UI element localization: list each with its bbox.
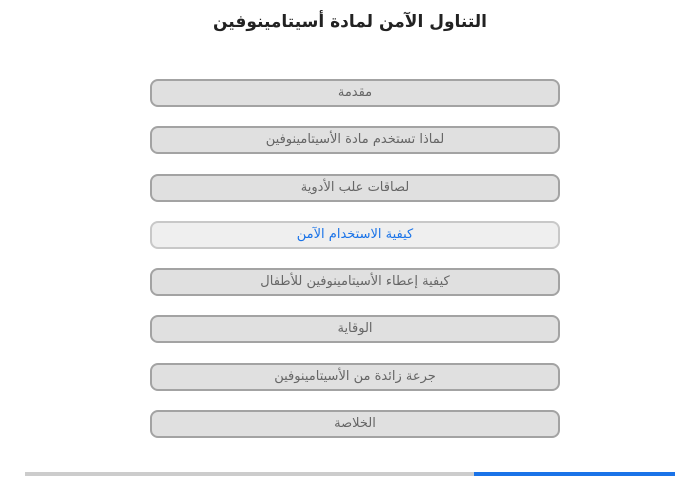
menu-item-overdose[interactable]: جرعة زائدة من الأسيتامينوفين — [150, 363, 560, 391]
menu-item-prevention[interactable]: الوقاية — [150, 315, 560, 343]
progress-bar-fill — [474, 472, 676, 476]
menu-item-medicine-labels[interactable]: لصاقات علب الأدوية — [150, 174, 560, 202]
progress-bar — [25, 472, 675, 476]
menu-item-safe-use[interactable]: كيفية الاستخدام الآمن — [150, 221, 560, 249]
menu-item-introduction[interactable]: مقدمة — [150, 79, 560, 107]
chapter-menu — [150, 79, 560, 457]
menu-item-summary[interactable]: الخلاصة — [150, 410, 560, 438]
menu-item-children-dosing[interactable]: كيفية إعطاء الأسيتامينوفين للأطفال — [150, 268, 560, 296]
menu-item-why-use[interactable]: لماذا تستخدم مادة الأسيتامينوفين — [150, 126, 560, 154]
page-title: التناول الآمن لمادة أسيتامينوفين — [212, 12, 488, 32]
